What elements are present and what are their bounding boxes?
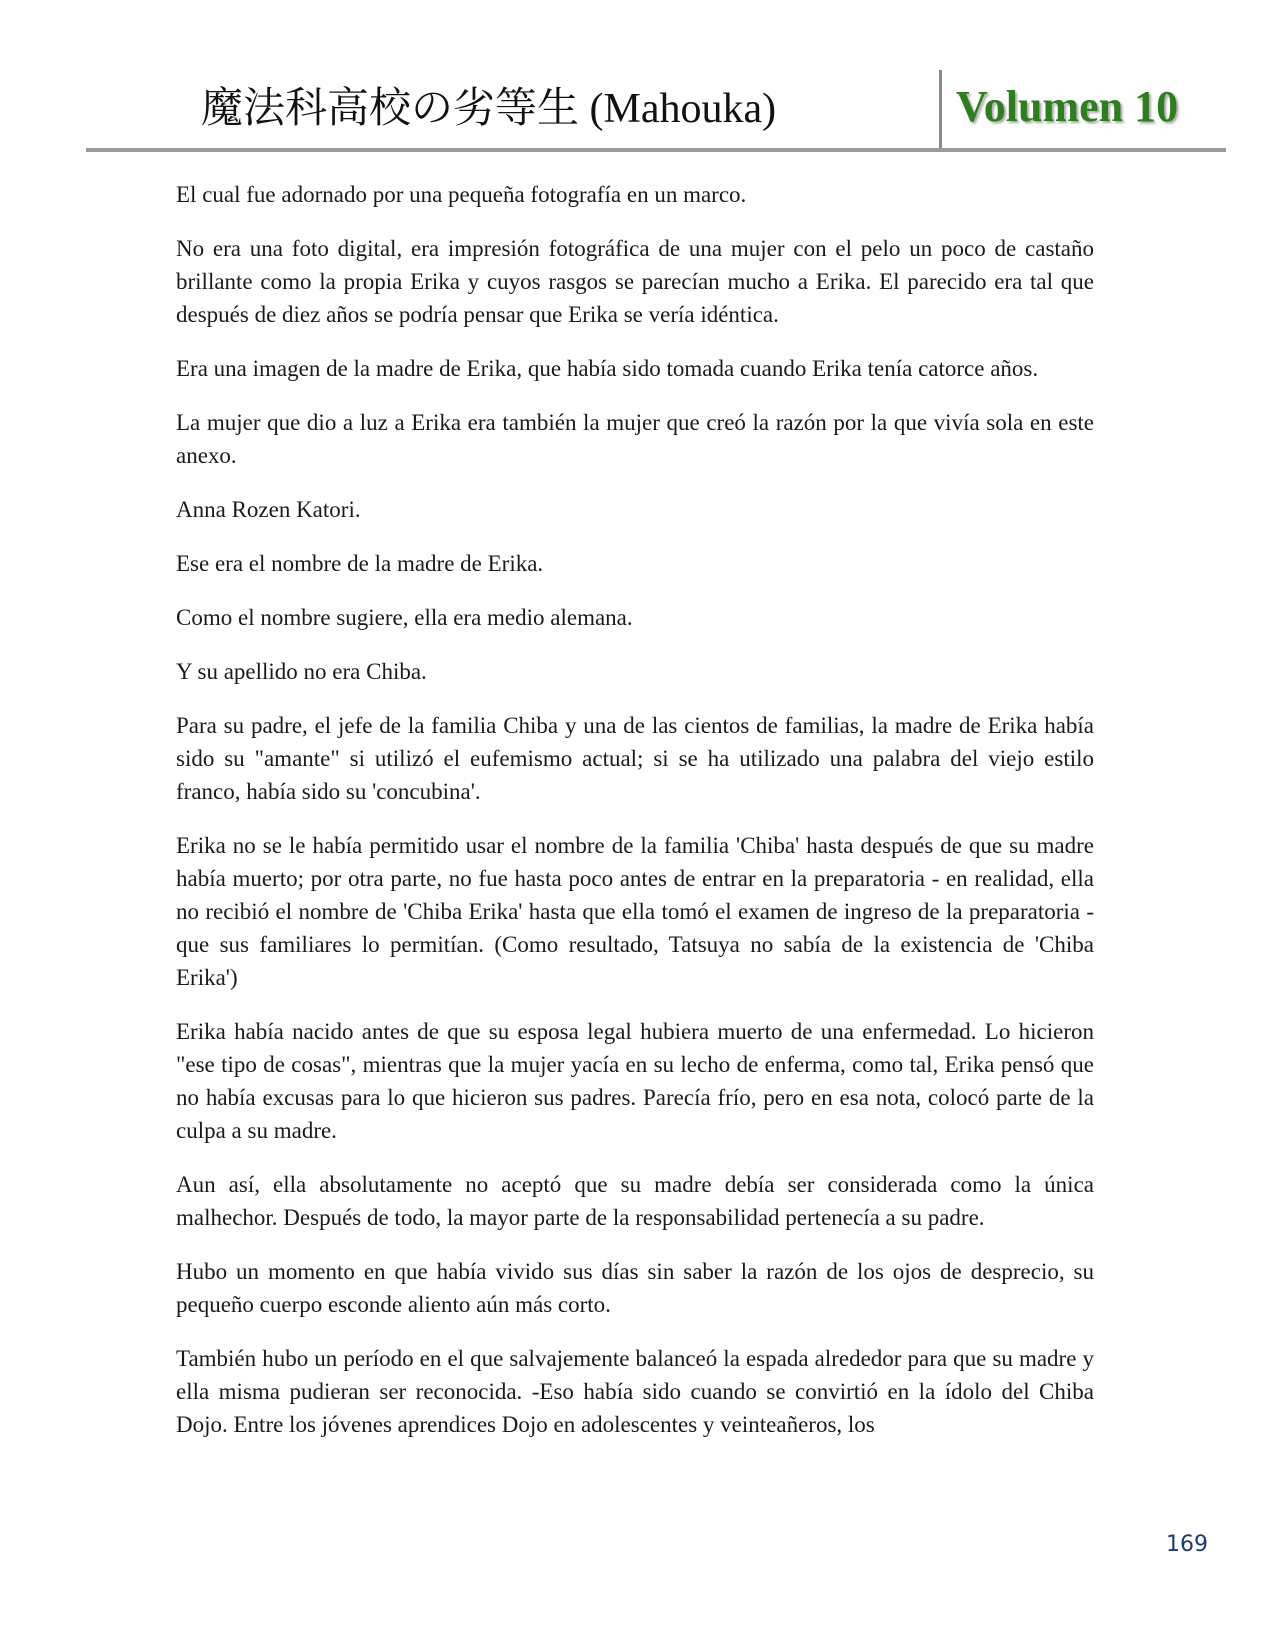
paragraph: Ese era el nombre de la madre de Erika. [176, 551, 544, 576]
volume-label: Volumen 10 [956, 82, 1179, 131]
header-rule [86, 148, 1226, 152]
paragraph: Erika había nacido antes de que su esposa legal hubiera muerto de una enfermedad. Lo hicieron "ese tipo de cosas", mientras que la mujer yacía en su lecho de enferma, como tal, Erika pensó que no había excusas para lo que hicieron sus padres. Parecía frío, pero en esa nota, colocó parte de la culpa a su madre. [176, 1019, 1094, 1143]
paragraph: Anna Rozen Katori. [176, 497, 361, 522]
paragraph: La mujer que dio a luz a Erika era también la mujer que creó la razón por la que vivía sola en este anexo. [176, 410, 1094, 468]
header-divider [939, 70, 942, 148]
paragraph: No era una foto digital, era impresión fotográfica de una mujer con el pelo un poco de castaño brillante como la propia Erika y cuyos rasgos se parecían mucho a Erika. El parecido era tal que después de diez años se podría pensar que Erika se vería idéntica. [176, 236, 1094, 327]
paragraph: Erika no se le había permitido usar el nombre de la familia 'Chiba' hasta después de que su madre había muerto; por otra parte, no fue hasta poco antes de entrar en la preparatoria - en realidad, ella no recibió el nombre de 'Chiba Erika' hasta que ella tomó el examen de ingreso de la preparatoria - que sus familiares lo permitían. (Como resultado, Tatsuya no sabía de la existencia de 'Chiba Erika') [176, 833, 1094, 990]
paragraph: Para su padre, el jefe de la familia Chiba y una de las cientos de familias, la madre de Erika había sido su "amante" si utilizó el eufemismo actual; si se ha utilizado una palabra del viejo estilo franco, había sido su 'concubina'. [176, 713, 1094, 804]
page-number: 169 [1166, 1532, 1208, 1557]
paragraph: Aun así, ella absolutamente no aceptó que su madre debía ser considerada como la única malhechor. Después de todo, la mayor parte de la responsabilidad pertenecía a su padre. [176, 1172, 1094, 1230]
paragraph: Y su apellido no era Chiba. [176, 659, 427, 684]
paragraph: El cual fue adornado por una pequeña fotografía en un marco. [176, 182, 747, 207]
paragraph: También hubo un período en el que salvajemente balanceó la espada alrededor para que su madre y ella misma pudieran ser reconocida. -Eso había sido cuando se convirtió en la ídolo del Chiba Dojo. Entre los jóvenes aprendices Dojo en adolescentes y veinteañeros, los [176, 1346, 1094, 1437]
body-text [176, 178, 1094, 1462]
paragraph: Como el nombre sugiere, ella era medio alemana. [176, 605, 633, 630]
series-title: 魔法科高校の劣等生 (Mahouka) [201, 86, 777, 132]
page-header [86, 70, 1226, 150]
paragraph: Hubo un momento en que había vivido sus días sin saber la razón de los ojos de desprecio, su pequeño cuerpo esconde aliento aún más corto. [176, 1259, 1094, 1317]
paragraph: Era una imagen de la madre de Erika, que había sido tomada cuando Erika tenía catorce años. [176, 356, 1039, 381]
